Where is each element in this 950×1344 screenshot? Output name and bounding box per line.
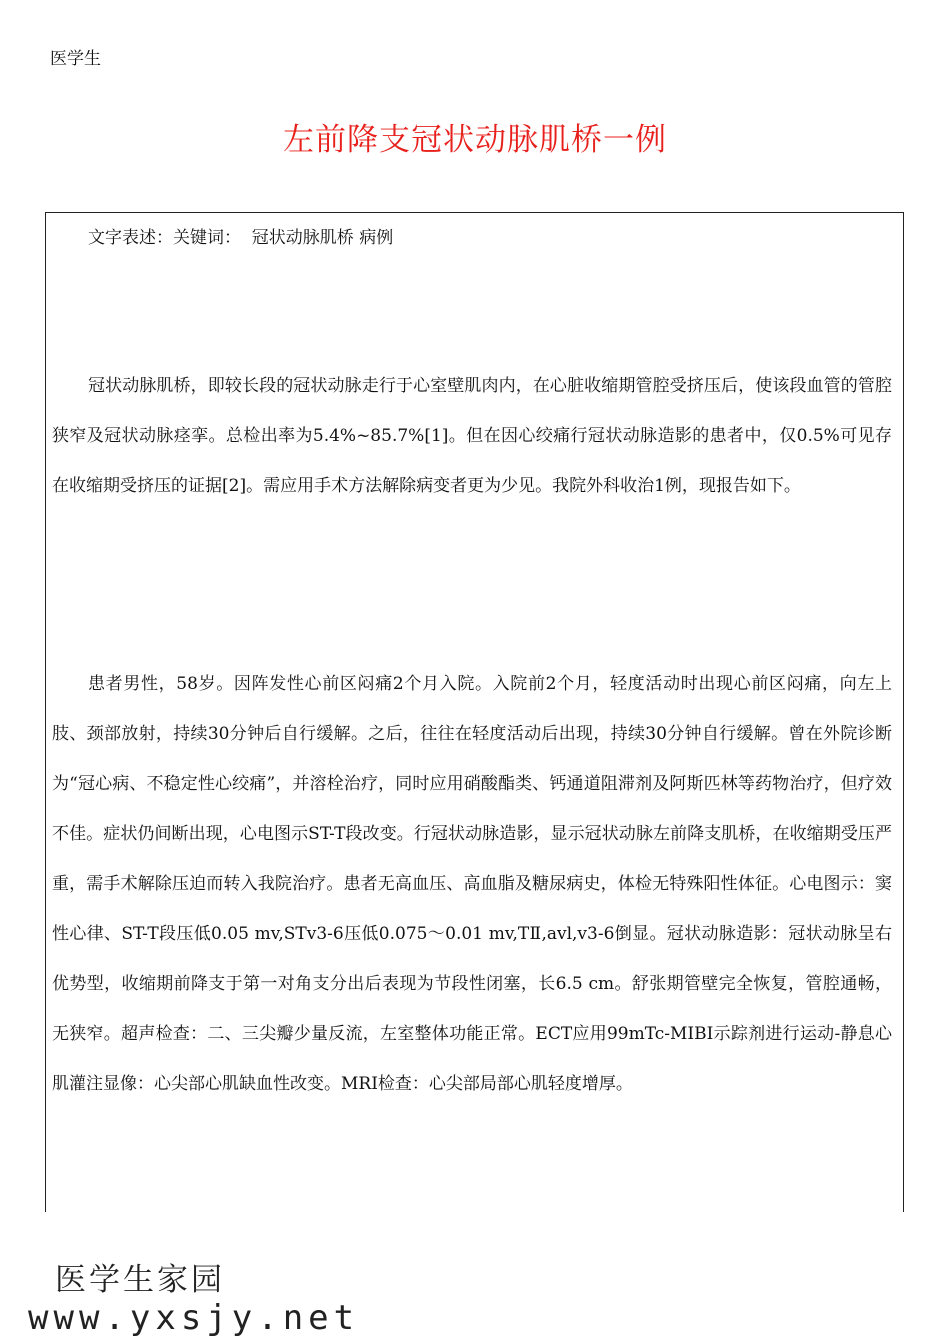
header-tag: 医学生: [50, 49, 101, 69]
keywords-line: 文字表述：关键词： 冠状动脉肌桥 病例: [88, 228, 394, 248]
paragraph-case: 患者男性，58岁。因阵发性心前区闷痛2个月入院。入院前2个月，轻度活动时出现心前区闷痛，向左上肢、颈部放射，持续30分钟后自行缓解。之后，往往在轻度活动后出现，持续30分钟自行缓解。曾在外院诊断为“冠心病、不稳定性心绞痛”，并溶栓治疗，同时应用硝酸酯类、钙通道阻滞剂及阿斯匹林等药物治疗，但疗效不佳。症状仍间断出现，心电图示ST-T段改变。行冠状动脉造影，显示冠状动脉左前降支肌桥，在收缩期受压严重，需手术解除压迫而转入我院治疗。患者无高血压、高血脂及糖尿病史，体检无特殊阳性体征。心电图示：窦性心律、ST-T段压低0.05 mv,STv3-6压低0.075～0.01 mv,TⅡ,avl,v3-6倒显。冠状动脉造影：冠状动脉呈右优势型，收缩期前降支于第一对角支分出后表现为节段性闭塞，长6.5 cm。舒张期管壁完全恢复，管腔通畅，无狭窄。超声检查：二、三尖瓣少量反流，左室整体功能正常。ECT应用99mTc-MIBI示踪剂进行运动-静息心肌灌注显像：心尖部心肌缺血性改变。MRI检查：心尖部局部心肌轻度增厚。: [52, 674, 892, 1094]
footer-url[interactable]: www.yxsjy.net: [28, 1298, 360, 1338]
document-title: 左前降支冠状动脉肌桥一例: [283, 122, 667, 158]
footer-site-name: 医学生家园: [55, 1262, 225, 1298]
paragraph-intro: 冠状动脉肌桥，即较长段的冠状动脉走行于心室壁肌肉内，在心脏收缩期管腔受挤压后，使该段血管的管腔狭窄及冠状动脉痉挛。总检出率为5.4%~85.7%[1]。但在因心绞痛行冠状动脉造影的患者中，仅0.5%可见存在收缩期受挤压的证据[2]。需应用手术方法解除病变者更为少见。我院外科收治1例，现报告如下。: [52, 376, 892, 496]
